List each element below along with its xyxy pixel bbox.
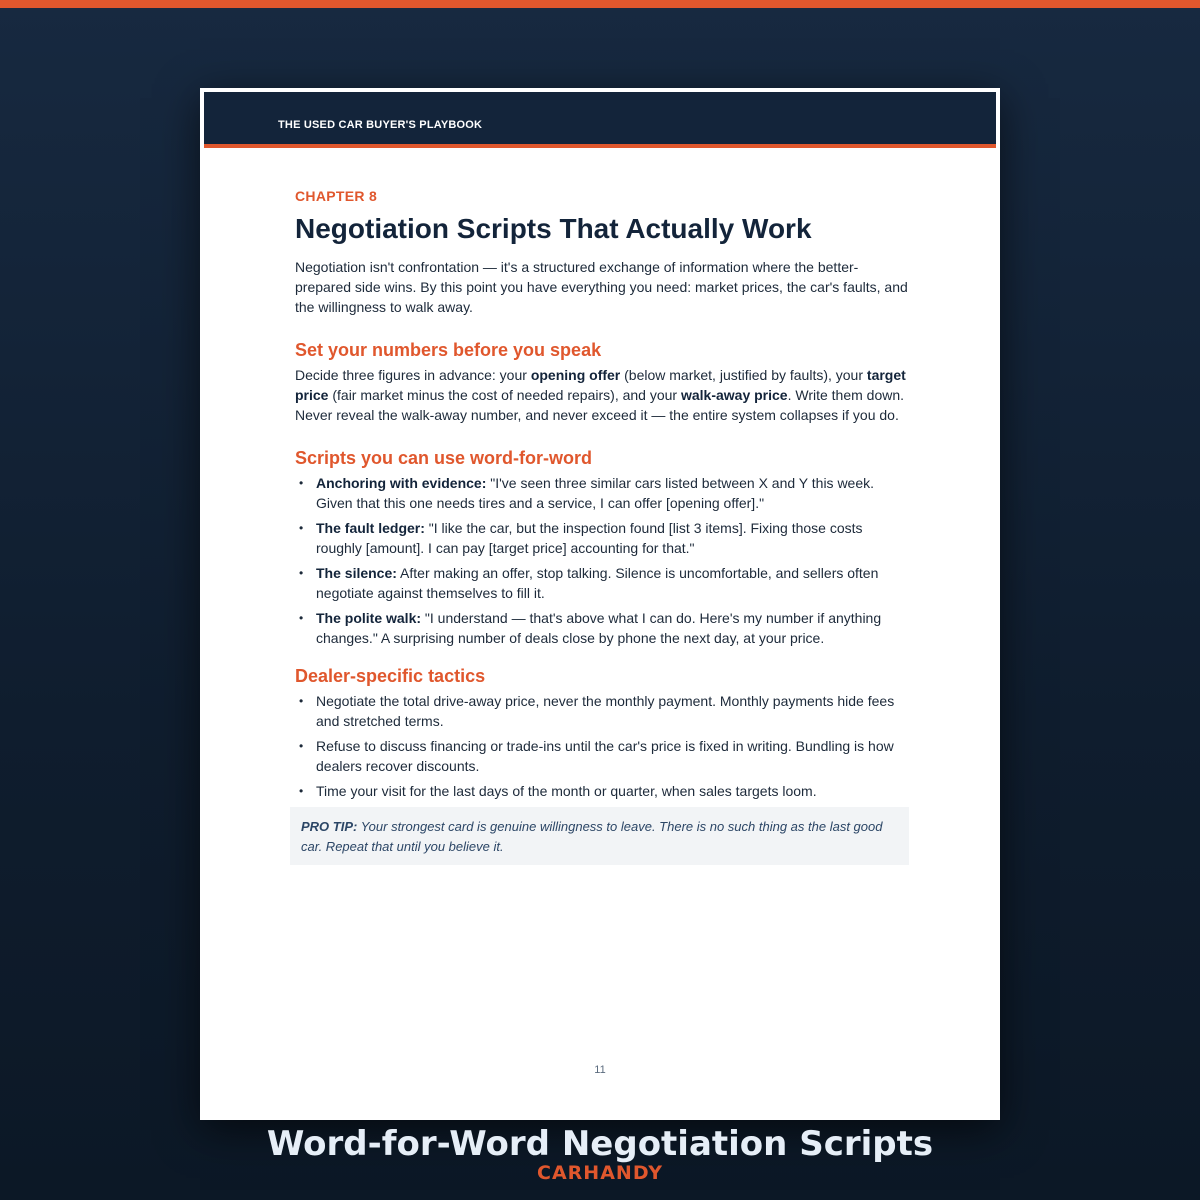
brand-name: CARHANDY	[537, 1162, 663, 1184]
page-number: 11	[594, 1064, 606, 1076]
bullet-icon: •	[299, 694, 304, 708]
dealer-tactics-list	[295, 691, 910, 801]
section-heading-numbers: Set your numbers before you speak	[295, 340, 602, 360]
pro-tip-box	[290, 807, 909, 865]
page-header	[204, 92, 996, 148]
list-item: • Negotiate the total drive-away price, never the monthly payment. Monthly payments hide fees and stretched terms.	[299, 693, 895, 729]
list-item: • The silence: After making an offer, stop talking. Silence is uncomfortable, and sellers often negotiate against themselves to fill it.	[299, 565, 879, 601]
section-heading-dealer: Dealer-specific tactics	[295, 666, 486, 686]
scripts-list	[295, 473, 910, 648]
list-item: • Time your visit for the last days of the month or quarter, when sales targets loom.	[299, 783, 817, 799]
pro-tip-text: Your strongest card is genuine willingness to leave. There is no such thing as the last good car. Repeat that until you believe it.	[301, 819, 883, 854]
list-item: • The polite walk: "I understand — that's above what I can do. Here's my number if anything changes." A surprising number of deals close by phone the next day, at your price.	[299, 610, 882, 646]
document-page	[200, 88, 1000, 1120]
section-heading-scripts: Scripts you can use word-for-word	[295, 448, 593, 468]
list-item: • Anchoring with evidence: "I've seen three similar cars listed between X and Y this week. Given that this one needs tires and a service, I can offer [opening offer]."	[299, 475, 875, 511]
numbers-paragraph: Decide three figures in advance: your opening offer (below market, justified by faults), your target price (fair market minus the cost of needed repairs), and your walk-away price. Write them down. Never reveal the walk-away number, and never exceed it — the entire system collapses if you do.	[295, 367, 906, 423]
book-title: THE USED CAR BUYER'S PLAYBOOK	[278, 119, 483, 131]
bullet-icon: •	[299, 611, 304, 625]
top-accent-bar	[0, 0, 1200, 8]
intro-paragraph: Negotiation isn't confrontation — it's a structured exchange of information where the better-prepared side wins. By this point you have everything you need: market prices, the car's faults, and the willingness to walk away.	[295, 259, 908, 315]
bullet-icon: •	[299, 784, 304, 798]
list-item: • Refuse to discuss financing or trade-ins until the car's price is fixed in writing. Bundling is how dealers recover discounts.	[299, 738, 894, 774]
page-content	[295, 188, 910, 806]
bullet-icon: •	[299, 566, 304, 580]
bullet-icon: •	[299, 476, 304, 490]
bullet-icon: •	[299, 521, 304, 535]
bullet-icon: •	[299, 739, 304, 753]
caption-title: Word-for-Word Negotiation Scripts	[266, 1124, 934, 1164]
pro-tip-label: PRO TIP:	[301, 819, 358, 834]
chapter-label: CHAPTER 8	[295, 188, 378, 204]
list-item: • The fault ledger: "I like the car, but the inspection found [list 3 items]. Fixing those costs roughly [amount]. I can pay [target price] accounting for that."	[299, 520, 863, 556]
chapter-title: Negotiation Scripts That Actually Work	[295, 213, 812, 244]
